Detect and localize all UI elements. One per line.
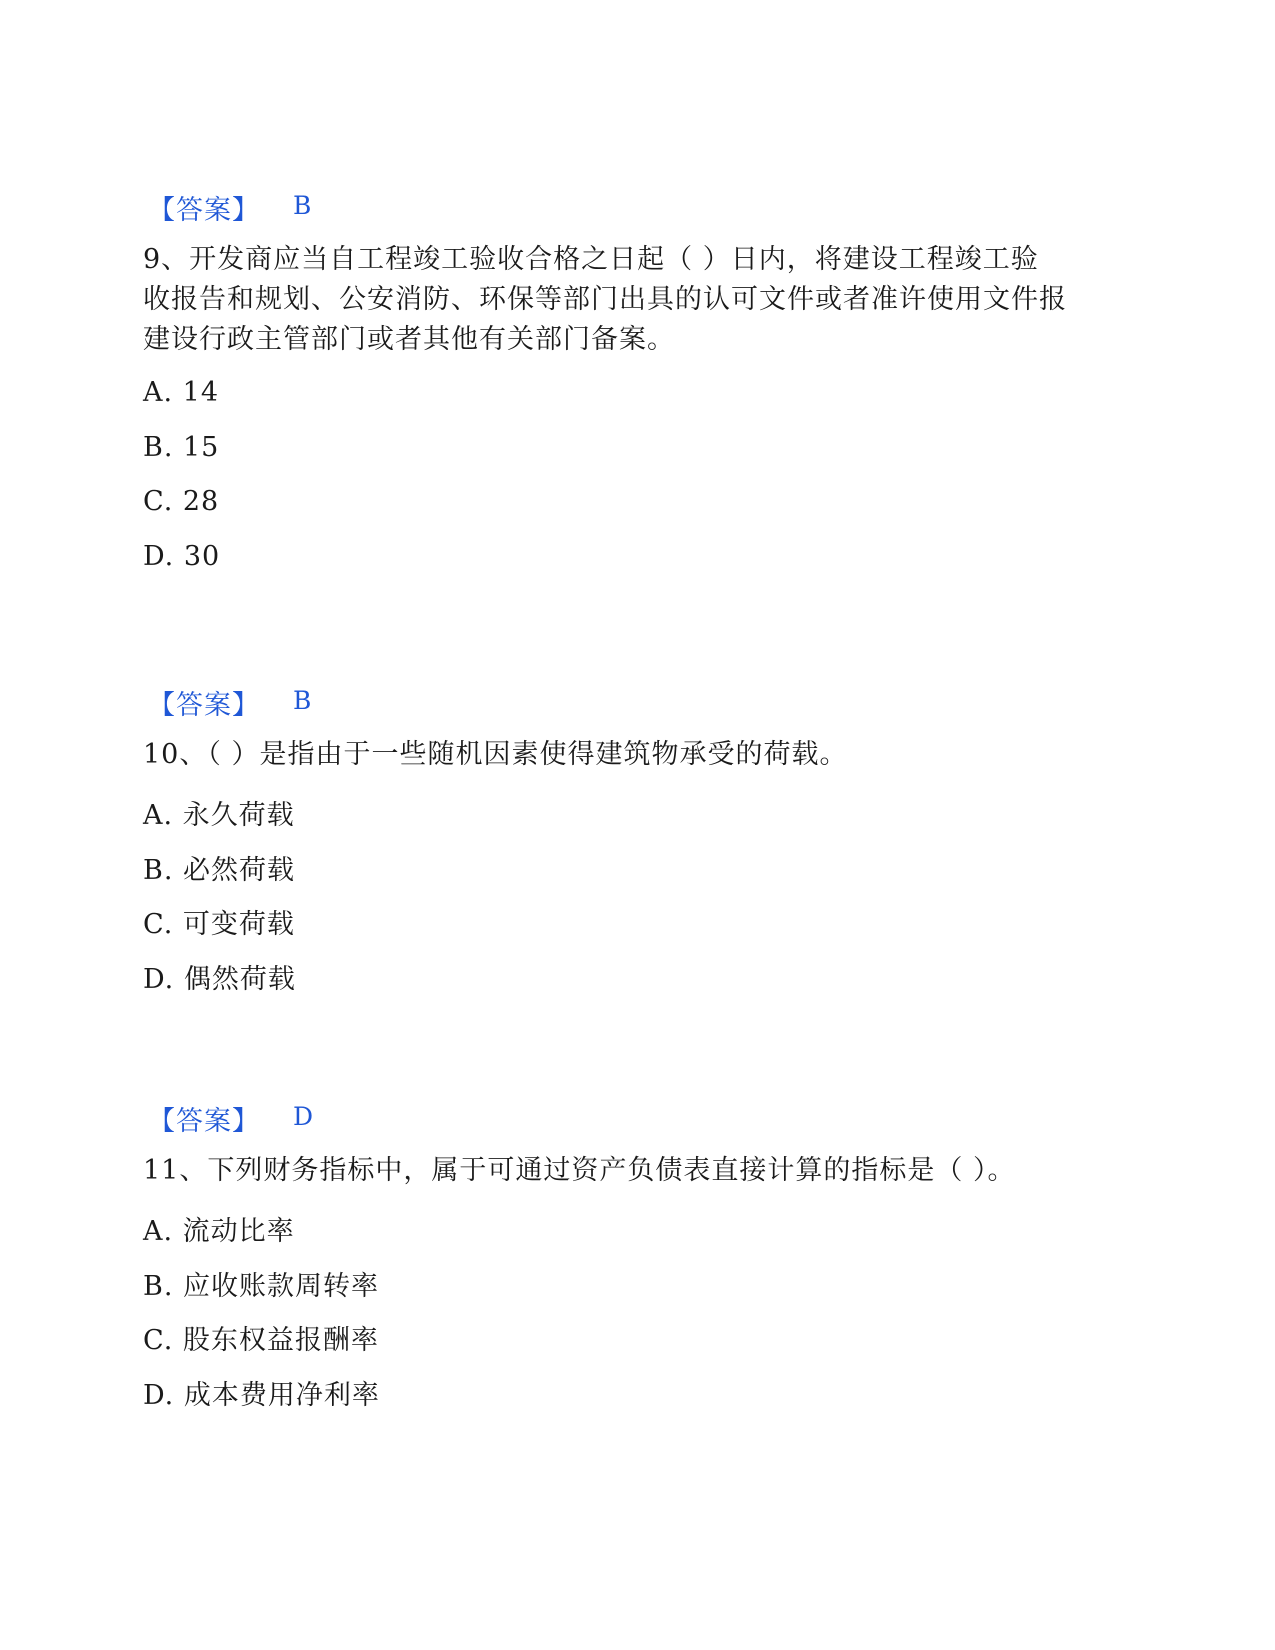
answer-label: 【答案】	[148, 1106, 260, 1137]
question-line: 10、（ ）是指由于一些随机因素使得建筑物承受的荷载。	[143, 739, 848, 770]
answer-value: B	[293, 191, 312, 220]
answer-label: 【答案】	[148, 690, 260, 721]
question-line: 建设行政主管部门或者其他有关部门备案。	[143, 324, 675, 355]
option-c: C. 股东权益报酬率	[143, 1325, 379, 1356]
option-a: A. 流动比率	[143, 1216, 295, 1247]
option-b: B. 必然荷载	[143, 855, 296, 886]
question-line: 9、开发商应当自工程竣工验收合格之日起（ ）日内，将建设工程竣工验	[143, 244, 1039, 275]
option-d: D. 成本费用净利率	[143, 1380, 380, 1411]
question-line: 收报告和规划、公安消防、环保等部门出具的认可文件或者准许使用文件报	[143, 284, 1067, 315]
answer-label: 【答案】	[148, 195, 260, 226]
option-a: A. 永久荷载	[143, 800, 295, 831]
option-c: C. 可变荷载	[143, 909, 295, 940]
answer-value: B	[293, 686, 312, 715]
option-b: B. 应收账款周转率	[143, 1271, 380, 1302]
option-d: D. 偶然荷载	[143, 964, 296, 995]
option-d: D. 30	[143, 541, 221, 572]
question-line: 11、下列财务指标中，属于可通过资产负债表直接计算的指标是（ ）。	[143, 1155, 1016, 1186]
option-a: A. 14	[143, 377, 220, 408]
answer-value: D	[293, 1102, 314, 1131]
option-c: C. 28	[143, 486, 220, 517]
option-b: B. 15	[143, 432, 220, 463]
